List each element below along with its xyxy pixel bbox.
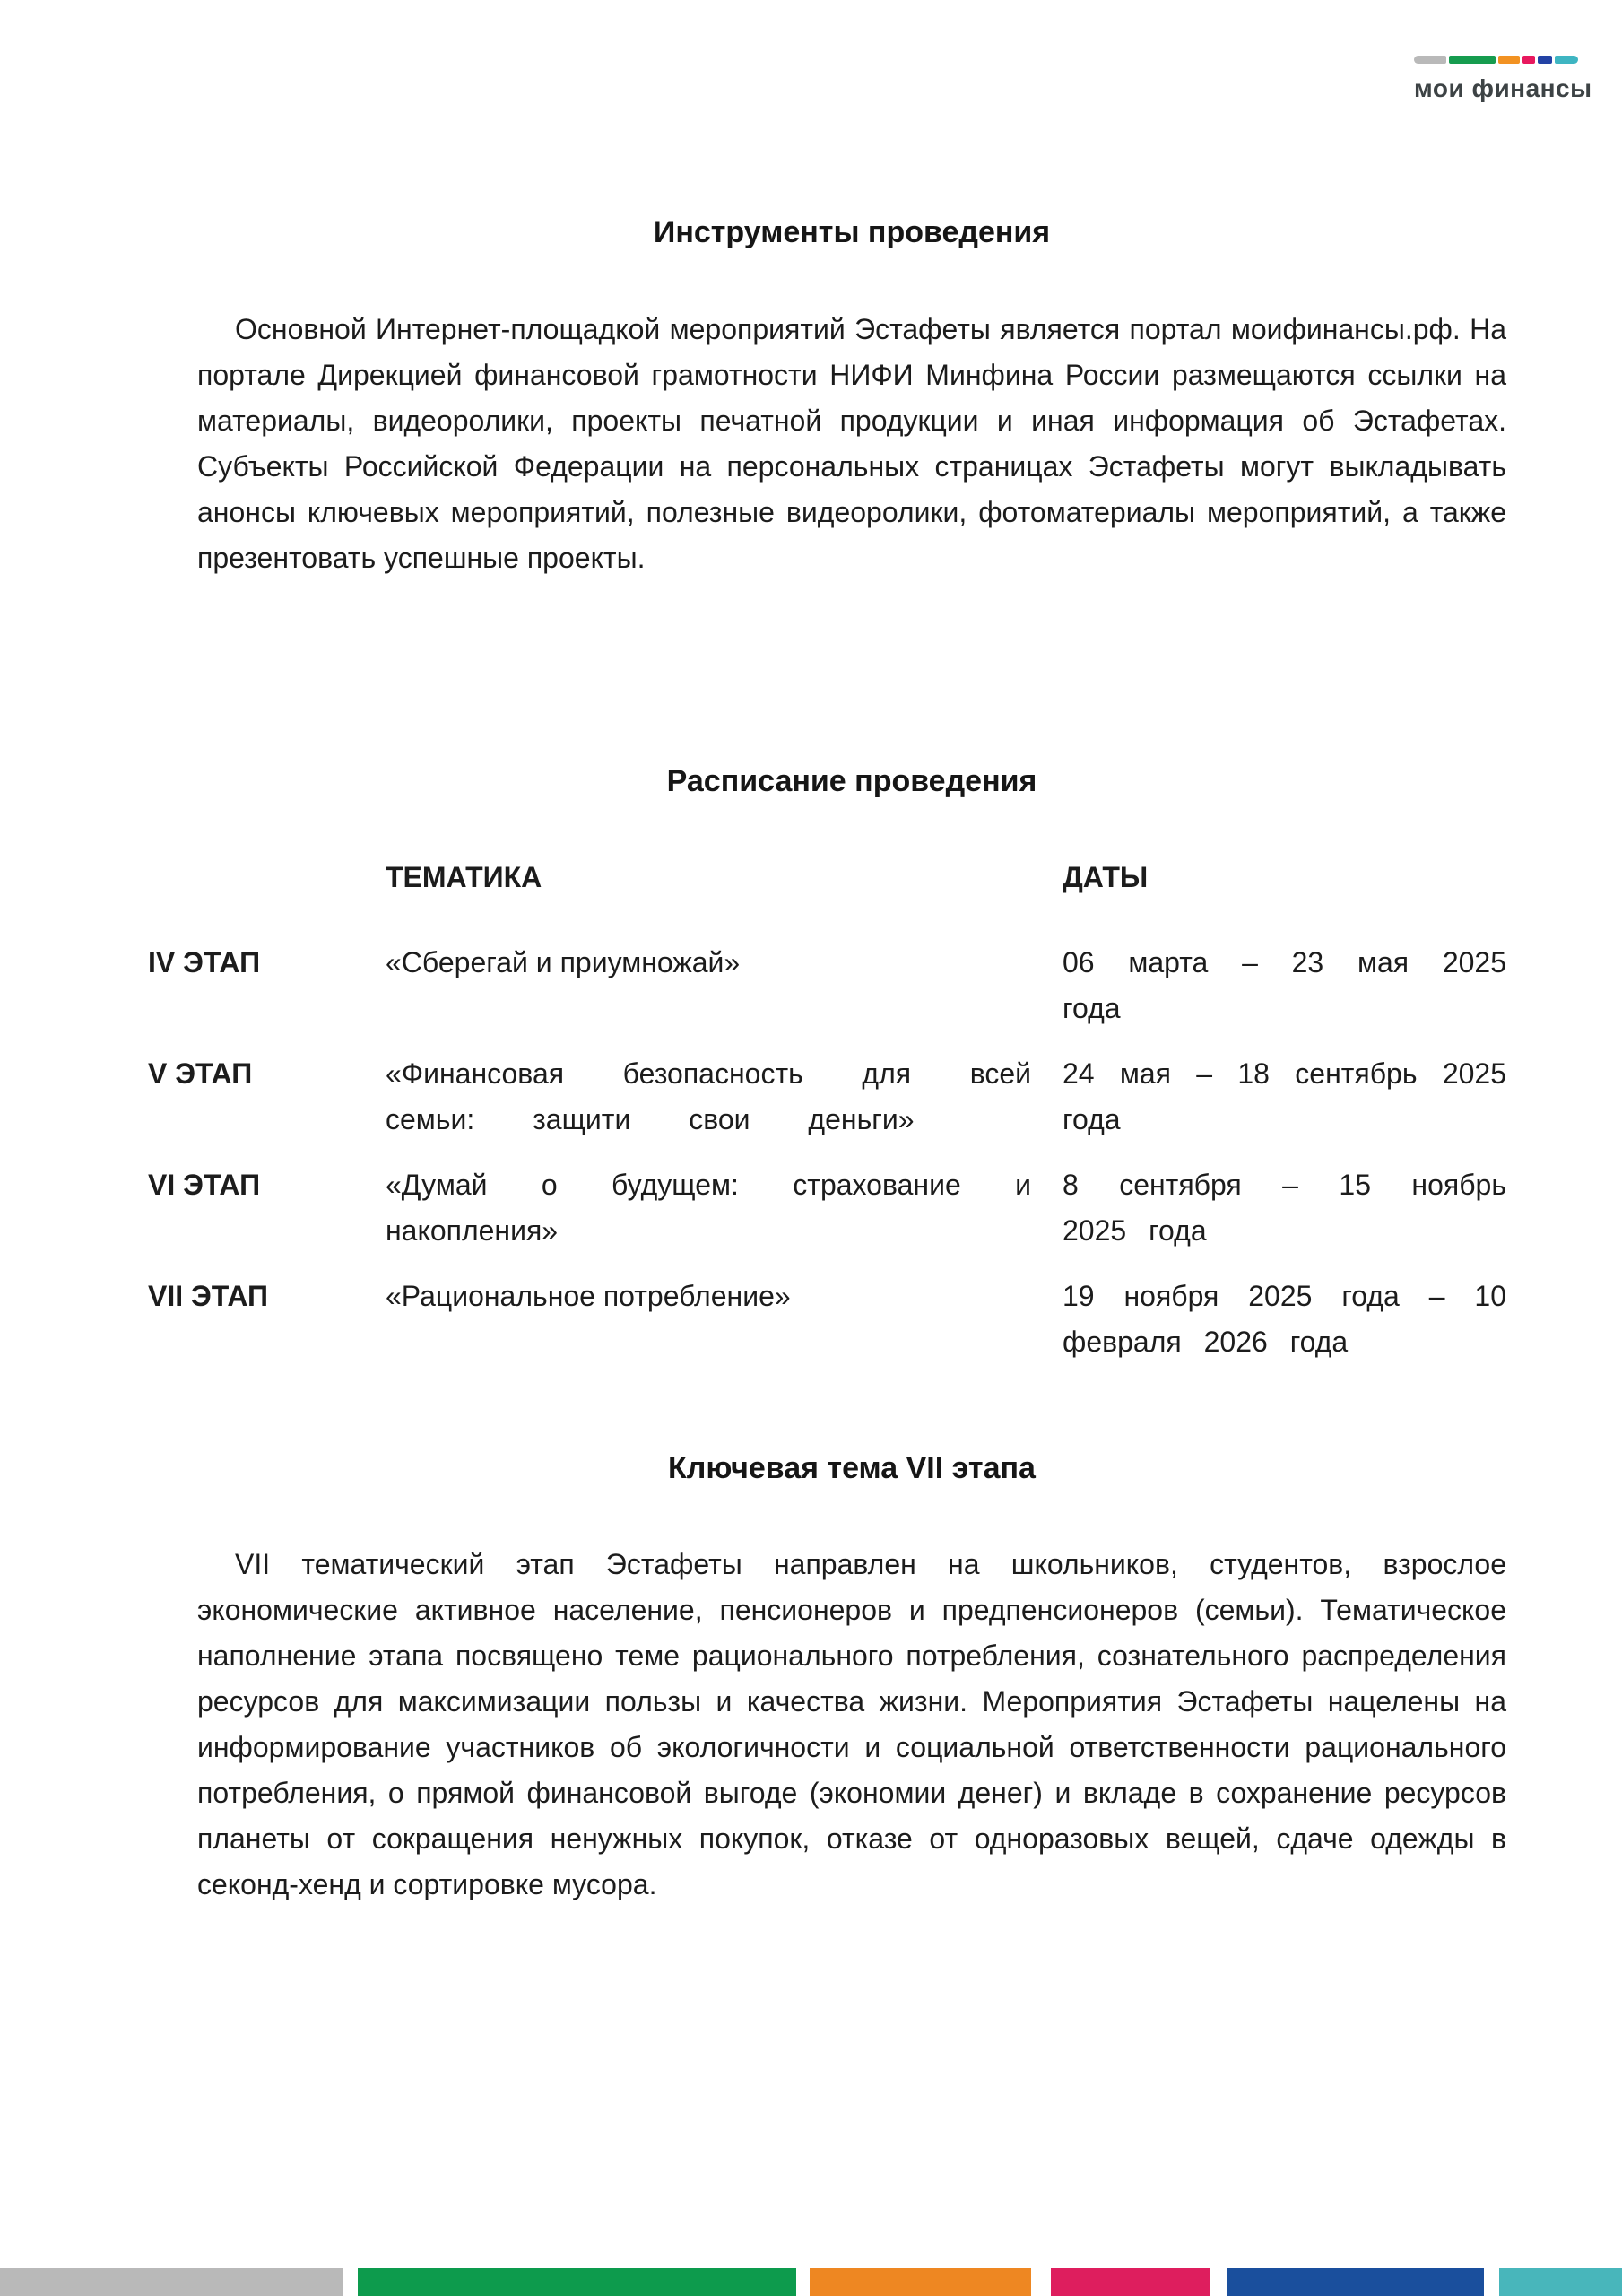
section-title-tools: Инструменты проведения bbox=[653, 215, 1051, 249]
logo-bar-segment-orange bbox=[1498, 56, 1520, 64]
footer-bar-segment-teal bbox=[1499, 2268, 1622, 2296]
section-title-schedule: Расписание проведения bbox=[666, 764, 1037, 798]
logo-bar-segment-pink bbox=[1522, 56, 1535, 64]
logo-bar-segment-green bbox=[1449, 56, 1496, 64]
footer-bar-segment-orange bbox=[810, 2268, 1031, 2296]
logo-bar-segment-blue bbox=[1538, 56, 1552, 64]
stage-label: VI ЭТАП bbox=[148, 1169, 261, 1201]
logo-bar-segment-teal bbox=[1555, 56, 1578, 64]
logo-color-bar-icon bbox=[1414, 56, 1578, 64]
schedule-row-stage-7 bbox=[148, 1274, 1506, 1365]
tools-paragraph: Основной Интернет-площадкой мероприятий Эстафеты является портал моифинансы.рф. На портале Дирекцией финансовой грамотности НИФИ Минфина России размещаются ссылки на материалы, видеоролики, проекты печатной продукции и иная информация об Эстафетах. Субъекты Российской Федерации на персональных страницах Эстафеты могут выкладывать анонсы ключевых мероприятий, полезные видеоролики, фотоматериалы мероприятий, а также презентовать успешные проекты. bbox=[197, 313, 1506, 574]
stage-theme: «Рациональное потребление» bbox=[386, 1280, 791, 1312]
stage-theme: «Думай о будущем: страхование и накопления» bbox=[386, 1169, 1031, 1247]
schedule-row-stage-5 bbox=[148, 1051, 1506, 1143]
footer-bar-segment-green bbox=[358, 2268, 796, 2296]
stage-dates: 8 сентября – 15 ноябрь 2025 года bbox=[1063, 1169, 1506, 1247]
footer-bar-segment-blue bbox=[1227, 2268, 1484, 2296]
stage-label: IV ЭТАП bbox=[148, 946, 261, 978]
stage-label: V ЭТАП bbox=[148, 1057, 253, 1090]
section-title-key-theme: Ключевая тема VII этапа bbox=[668, 1451, 1036, 1485]
footer-bar-segment-pink bbox=[1051, 2268, 1210, 2296]
footer-color-bar bbox=[0, 2268, 1622, 2296]
schedule-column-header-dates: ДАТЫ bbox=[1063, 861, 1149, 893]
schedule-row-stage-6 bbox=[148, 1162, 1506, 1254]
schedule-column-header-theme: ТЕМАТИКА bbox=[386, 861, 542, 893]
moi-finansy-logo bbox=[1414, 56, 1592, 103]
schedule-row-stage-4 bbox=[148, 940, 1506, 1031]
stage-theme: «Финансовая безопасность для всей семьи: защити свои деньги» bbox=[386, 1057, 1031, 1135]
stage-label: VII ЭТАП bbox=[148, 1280, 268, 1312]
stage-dates: 19 ноября 2025 года – 10 февраля 2026 года bbox=[1063, 1280, 1506, 1358]
key-theme-paragraph: VII тематический этап Эстафеты направлен на школьников, студентов, взрослое экономические активное население, пенсионеров и предпенсионеров (семьи). Тематическое наполнение этапа посвящено теме рационального потребления, сознательного распределения ресурсов для максимизации пользы и качества жизни. Мероприятия Эстафеты нацелены на информирование участников об экологичности и социальной ответственности рационального потребления, о прямой финансовой выгоде (экономии денег) и вкладе в сохранение ресурсов планеты от сокращения ненужных покупок, отказе от одноразовых вещей, сдаче одежды в секонд-хенд и сортировке мусора. bbox=[197, 1548, 1506, 1900]
stage-theme: «Сберегай и приумножай» bbox=[386, 946, 741, 978]
footer-bar-segment-gray bbox=[0, 2268, 343, 2296]
logo-bar-segment-gray bbox=[1414, 56, 1446, 64]
logo-text: мои финансы bbox=[1414, 74, 1592, 102]
stage-dates: 24 мая – 18 сентябрь 2025 года bbox=[1063, 1057, 1506, 1135]
stage-dates: 06 марта – 23 мая 2025 года bbox=[1063, 946, 1506, 1024]
